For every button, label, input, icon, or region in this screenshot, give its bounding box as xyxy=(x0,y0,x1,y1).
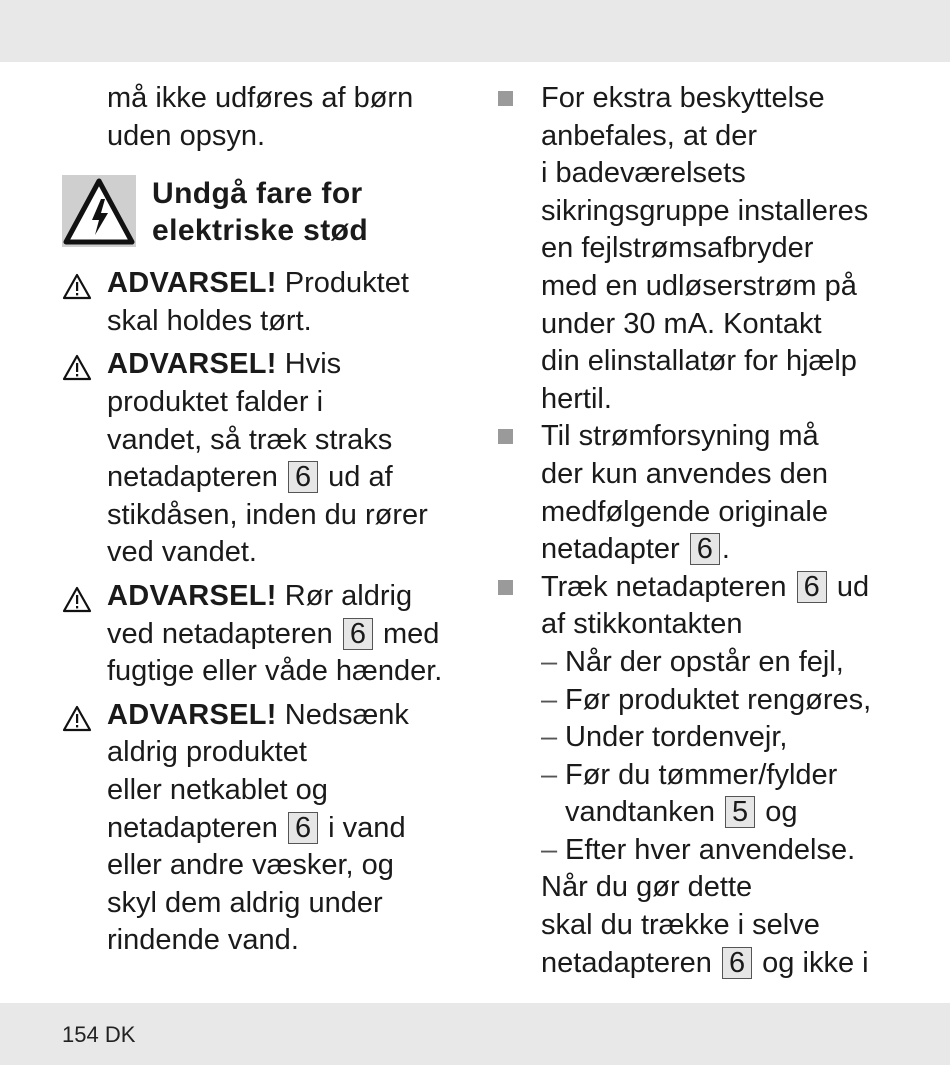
dash-item: – Når der opstår en fejl, xyxy=(541,645,844,678)
warning-text: netadapteren xyxy=(107,811,286,844)
square-bullet-icon xyxy=(498,580,513,595)
warning-text: produktet falder i xyxy=(107,385,324,418)
bullet-text: din elinstallatør for hjælp xyxy=(541,345,857,378)
warning-text: ved netadapteren xyxy=(107,617,341,650)
bullet-item xyxy=(496,569,916,983)
warning-text: Produktet xyxy=(276,267,409,300)
warning-text: Nedsænk xyxy=(276,698,409,731)
dash-item: – Efter hver anvendelse. xyxy=(541,833,856,866)
warning-text: i vand xyxy=(320,811,406,844)
bottom-band xyxy=(0,1003,950,1065)
bullet-text: anbefales, at der xyxy=(541,119,758,152)
bullet-text: af stikkontakten xyxy=(541,608,743,641)
bullet-text: . xyxy=(721,533,730,566)
square-bullet-icon xyxy=(498,91,513,106)
bullet-text: Når du gør dette xyxy=(541,871,753,904)
bullet-text: medfølgende originale xyxy=(541,495,828,528)
part-reference: 6 xyxy=(288,812,318,844)
warning-text: skyl dem aldrig under xyxy=(107,886,383,919)
warning-label: ADVARSEL! xyxy=(107,579,277,612)
left-column xyxy=(62,80,462,960)
part-reference: 5 xyxy=(725,796,755,828)
bullet-text: der kun anvendes den xyxy=(541,457,828,490)
warning-label: ADVARSEL! xyxy=(107,267,277,300)
warning-text: rindende vand. xyxy=(107,924,299,957)
warning-text: med xyxy=(374,617,440,650)
heading-line-1: Undgå fare for xyxy=(152,177,363,211)
warning-triangle-icon xyxy=(62,705,92,732)
bullet-text: Til strømforsyning må xyxy=(541,420,819,453)
bullet-text: sikringsgruppe installeres xyxy=(541,194,869,227)
bullet-text: hertil. xyxy=(541,382,612,415)
electric-hazard-icon xyxy=(62,175,136,247)
dash-item: – Før produktet rengøres, xyxy=(541,683,872,716)
warning-item xyxy=(62,578,462,691)
right-column xyxy=(496,80,916,982)
dash-item: – Under tordenvejr, xyxy=(541,721,788,754)
bullet-text: i badeværelsets xyxy=(541,157,746,190)
part-reference: 6 xyxy=(288,461,318,493)
heading-text xyxy=(152,175,368,249)
part-reference: 6 xyxy=(343,618,373,650)
bullet-text: skal du trække i selve xyxy=(541,909,820,942)
bullet-text: netadapter xyxy=(541,533,688,566)
warning-triangle-icon xyxy=(62,586,92,613)
page-number: 154 DK xyxy=(62,1022,136,1047)
warning-text: Rør aldrig xyxy=(276,579,413,612)
warning-triangle-icon xyxy=(62,273,92,300)
warning-text: eller andre væsker, og xyxy=(107,849,394,882)
warning-text: stikdåsen, inden du rører xyxy=(107,498,428,531)
warning-text: aldrig produktet xyxy=(107,736,307,769)
warning-label: ADVARSEL! xyxy=(107,348,277,381)
bullet-text: under 30 mA. Kontakt xyxy=(541,307,822,340)
bullet-item xyxy=(496,80,916,418)
warning-item xyxy=(62,697,462,960)
warning-label: ADVARSEL! xyxy=(107,698,277,731)
warning-item xyxy=(62,346,462,572)
warning-text: Hvis xyxy=(276,348,342,381)
part-reference: 6 xyxy=(722,947,752,979)
warning-text: vandet, så træk straks xyxy=(107,423,393,456)
square-bullet-icon xyxy=(498,429,513,444)
intro-line-2: uden opsyn. xyxy=(107,119,266,152)
bullet-item xyxy=(496,418,916,568)
warning-text: eller netkablet og xyxy=(107,773,328,806)
dash-item: – Før du tømmer/fylder xyxy=(541,758,838,791)
bullet-text: ud xyxy=(828,570,870,603)
part-reference: 6 xyxy=(690,533,720,565)
warning-triangle-icon xyxy=(62,354,92,381)
heading-line-2: elektriske stød xyxy=(152,214,369,248)
section-heading xyxy=(62,173,462,251)
bullet-text: Træk netadapteren xyxy=(541,570,795,603)
dash-item-continuation: vandtanken 5 og xyxy=(565,796,798,829)
warning-text: fugtige eller våde hænder. xyxy=(107,655,443,688)
warning-text: ved vandet. xyxy=(107,536,257,569)
top-band xyxy=(0,0,950,62)
intro-line-1: må ikke udføres af børn xyxy=(107,82,414,114)
bullet-text: en fejlstrømsafbryder xyxy=(541,232,814,265)
warning-text: skal holdes tørt. xyxy=(107,304,312,337)
bullet-text: og ikke i xyxy=(754,946,869,979)
part-reference: 6 xyxy=(797,571,827,603)
bullet-text: med en udløserstrøm på xyxy=(541,269,857,302)
warning-item xyxy=(62,265,462,340)
bullet-text: For ekstra beskyttelse xyxy=(541,82,825,114)
warning-text: ud af xyxy=(320,461,393,494)
warning-text: netadapteren xyxy=(107,461,286,494)
bullet-text: netadapteren xyxy=(541,946,720,979)
